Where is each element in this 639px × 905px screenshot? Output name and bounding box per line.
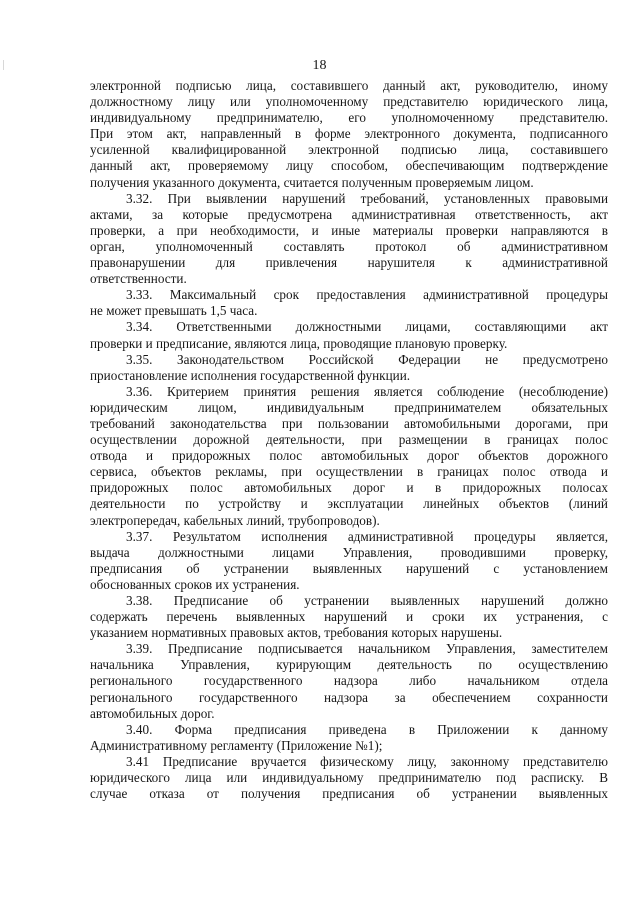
text-line: обоснованных сроков их устранения.: [90, 576, 300, 592]
text-line: юридическим лицом, индивидуальным предпринимателем обязательных: [90, 399, 608, 415]
text-line: начальника Управления, курирующим деятельность по осуществлению: [90, 657, 608, 673]
paragraph-p10: [90, 754, 608, 802]
page-number: 18: [312, 58, 327, 73]
text-line: осуществлении дорожной деятельности, при размещении в границах полос: [90, 432, 608, 448]
text-line: орган, уполномоченный составлять протокол об административном: [90, 238, 608, 254]
text-line: регионального государственного надзора либо начальником отдела: [90, 673, 608, 689]
text-line: 3.32. При выявлении нарушений требований, установленных правовыми: [126, 190, 608, 206]
paragraph-p3: [90, 319, 608, 351]
text-line: данный акт, проверяемому лицу способом, обеспечивающим подтверждение: [90, 158, 608, 174]
text-line: 3.36. Критерием принятия решения является соблюдение (несоблюдение): [126, 383, 608, 399]
text-line: ответственности.: [90, 271, 187, 287]
paragraph-p6: [90, 529, 608, 593]
paragraph-p1: [90, 191, 608, 288]
text-line: актами, за которые предусмотрена административная ответственность, акт: [90, 206, 608, 222]
text-line: не может превышать 1,5 часа.: [90, 303, 258, 319]
text-line: электронной подписью лица, составившего данный акт, руководителю, иному: [90, 78, 608, 93]
paragraph-p9: [90, 722, 608, 754]
paragraph-p8: [90, 641, 608, 721]
text-line: 3.39. Предписание подписывается начальником Управления, заместителем: [126, 641, 608, 657]
paragraph-p4: [90, 352, 608, 384]
text-line: 3.41 Предписание вручается физическому лицу, законному представителю: [126, 753, 608, 769]
document-body: [90, 78, 608, 802]
text-line: 3.37. Результатом исполнения административной процедуры является,: [126, 528, 608, 544]
text-line: 3.40. Форма предписания приведена в Приложении к данному: [126, 721, 608, 737]
text-line: 3.38. Предписание об устранении выявленных нарушений должно: [126, 593, 608, 608]
text-line: случае отказа от получения предписания об устранении выявленных: [90, 786, 608, 802]
text-line: отвода и придорожных полос автомобильных дорог объектов дорожного: [90, 448, 608, 464]
text-line: придорожных полос автомобильных дорог и в придорожных полосах: [90, 480, 608, 496]
text-line: юридического лица или индивидуальному предпринимателю под расписку. В: [90, 770, 608, 786]
text-line: приостановление исполнения государственной функции.: [90, 367, 411, 383]
text-line: 3.34. Ответственными должностными лицами, составляющими акт: [126, 319, 608, 335]
text-line: усиленной квалифицированной электронной подписью лица, составившего: [90, 142, 608, 158]
paragraph-p5: [90, 384, 608, 529]
text-line: 3.33. Максимальный срок предоставления административной процедуры: [126, 287, 608, 303]
text-line: выдача должностными лицами Управления, проводившими проверку,: [90, 544, 608, 560]
text-line: индивидуальному предпринимателю, его уполномоченному представителю.: [90, 110, 608, 126]
text-line: проверки, а при необходимости, и иные материалы проверки направляются в: [90, 222, 608, 238]
text-line: электропередач, кабельных линий, трубопроводов).: [90, 512, 380, 528]
paragraph-p7: [90, 593, 608, 641]
paragraph-p0: [90, 78, 608, 191]
text-line: содержать перечень выявленных нарушений и сроки их устранения, с: [90, 609, 608, 625]
text-line: указанием нормативных правовых актов, требования которых нарушены.: [90, 625, 503, 641]
text-line: При этом акт, направленный в форме электронного документа, подписанного: [90, 126, 608, 142]
text-line: регионального государственного надзора за обеспечением сохранности: [90, 689, 608, 705]
text-line: Административному регламенту (Приложение №1);: [90, 737, 383, 753]
text-line: автомобильных дорог.: [90, 705, 215, 721]
text-line: 3.35. Законодательством Российской Федерации не предусмотрено: [126, 351, 608, 367]
text-line: деятельности по устройству и эксплуатации линейных объектов (линий: [90, 496, 608, 512]
text-line: сервиса, объектов рекламы, при осуществлении в границах полос отвода и: [90, 464, 608, 480]
text-line: предписания об устранении выявленных нарушений с установлением: [90, 560, 608, 576]
text-line: требований законодательства при пользовании автомобильными дорогами, при: [90, 415, 608, 431]
paragraph-p2: [90, 287, 608, 319]
text-line: проверки и предписание, являются лица, проводящие плановую проверку.: [90, 335, 508, 351]
text-line: получения указанного документа, считается полученным проверяемым лицом.: [90, 174, 534, 190]
text-line: правонарушении для привлечения нарушителя к административной: [90, 255, 608, 271]
text-line: должностному лицу или уполномоченному представителю юридического лица,: [90, 94, 608, 110]
